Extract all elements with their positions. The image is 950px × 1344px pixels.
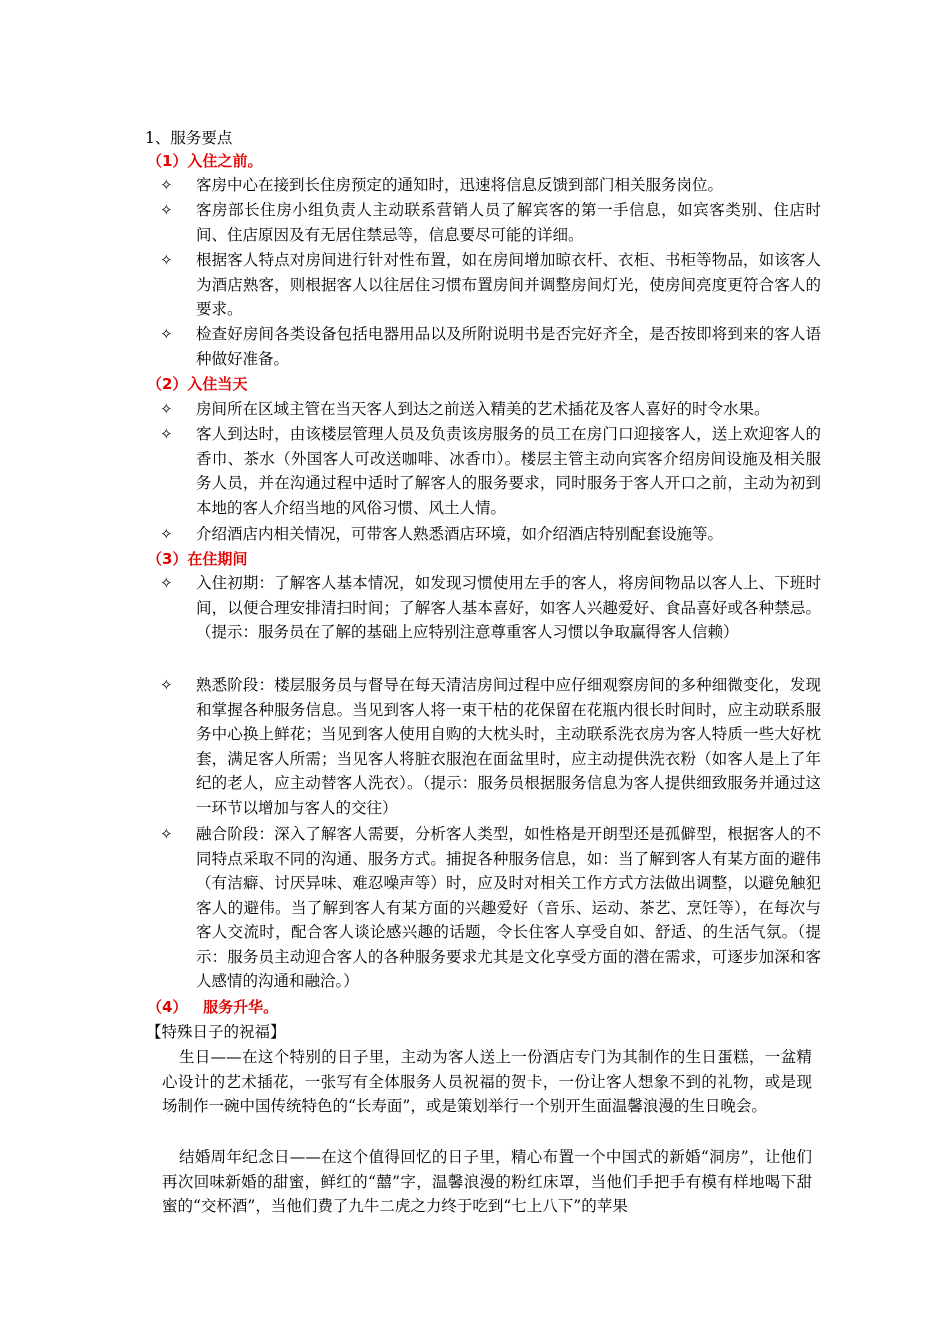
diamond-bullet-icon: ✧: [160, 201, 173, 219]
birthday-paragraph: 生日——在这个特别的日子里，主动为客人送上一份酒店专门为其制作的生日蛋糕，一盆精心设计的艺术插花，一张写有全体服务人员祝福的贺卡，一份让客人想象不到的礼物，或是现场制作一碗中国传统特色的“长寿面”，或是策划举行一个别开生面温馨浪漫的生日晚会。: [162, 1048, 812, 1115]
diamond-bullet-icon: ✧: [160, 176, 173, 194]
diamond-bullet-icon: ✧: [160, 425, 173, 443]
anniversary-paragraph: 结婚周年纪念日——在这个值得回忆的日子里，精心布置一个中国式的新婚“洞房”，让他们再次回味新婚的甜蜜，鲜红的“囍”字，温馨浪漫的粉红床罩，当他们手把手有模有样地喝下甜蜜的“交杯酒”，当他们费了九牛二虎之力终于吃到“七上八下”的苹果: [162, 1148, 812, 1215]
heading-before-checkin: （1）入住之前。: [147, 152, 263, 170]
list-item-text: 根据客人特点对房间进行针对性布置，如在房间增加晾衣杆、衣柜、书柜等物品，如该客人为酒店熟客，则根据客人以往居住习惯布置房间并调整房间灯光，使房间亮度更符合客人的要求。: [196, 251, 821, 318]
list-item-text: 客房部长住房小组负责人主动联系营销人员了解宾客的第一手信息，如宾客类别、住店时间、住店原因及有无居住禁忌等，信息要尽可能的详细。: [196, 201, 821, 244]
list-item-text: 介绍酒店内相关情况，可带客人熟悉酒店环境，如介绍酒店特别配套设施等。: [196, 525, 724, 543]
diamond-bullet-icon: ✧: [160, 251, 173, 269]
diamond-bullet-icon: ✧: [160, 525, 173, 543]
list-item-text: 房间所在区域主管在当天客人到达之前送入精美的艺术插花及客人喜好的时令水果。: [196, 400, 770, 418]
section-title: 1、服务要点: [145, 129, 233, 147]
diamond-bullet-icon: ✧: [160, 825, 173, 843]
diamond-bullet-icon: ✧: [160, 574, 173, 592]
diamond-bullet-icon: ✧: [160, 400, 173, 418]
heading-service-upgrade: （4） 服务升华。: [147, 998, 279, 1016]
list-item-text: 入住初期：了解客人基本情况，如发现习惯使用左手的客人，将房间物品以客人上、下班时间，以便合理安排清扫时间；了解客人基本喜好，如客人兴趣爱好、食品喜好或各种禁忌。（提示：服务员在了解的基础上应特别注意尊重客人习惯以争取赢得客人信赖）: [196, 574, 821, 641]
list-item-text: 客房中心在接到长住房预定的通知时，迅速将信息反馈到部门相关服务岗位。: [196, 176, 724, 194]
list-item-text: 客人到达时，由该楼层管理人员及负责该房服务的员工在房门口迎接客人，送上欢迎客人的香巾、茶水（外国客人可改送咖啡、冰香巾）。楼层主管主动向宾客介绍房间设施及相关服务人员，并在沟通过程中适时了解客人的服务要求，同时服务于客人开口之前，主动为初到本地的客人介绍当地的风俗习惯、风土人情。: [196, 425, 821, 517]
heading-during-stay: （3）在住期间: [147, 550, 248, 568]
list-item-text: 检查好房间各类设备包括电器用品以及所附说明书是否完好齐全，是否按即将到来的客人语种做好准备。: [196, 325, 821, 368]
heading-checkin-day: （2）入住当天: [147, 375, 248, 393]
diamond-bullet-icon: ✧: [160, 325, 173, 343]
diamond-bullet-icon: ✧: [160, 676, 173, 694]
special-days-heading: 【特殊日子的祝福】: [146, 1023, 286, 1041]
list-item-text: 融合阶段：深入了解客人需要，分析客人类型，如性格是开朗型还是孤僻型，根据客人的不同特点采取不同的沟通、服务方式。捕捉各种服务信息，如：当了解到客人有某方面的避伟（有洁癖、讨厌异味、难忍噪声等）时，应及时对相关工作方式方法做出调整，以避免触犯客人的避伟。当了解到客人有某方面的兴趣爱好（音乐、运动、茶艺、烹饪等），在每次与客人交流时，配合客人谈论感兴趣的话题，令长住客人享受自如、舒适、的生活气氛。（提示：服务员主动迎合客人的各种服务要求尤其是文化享受方面的潜在需求，可逐步加深和客人感情的沟通和融洽。）: [196, 825, 821, 990]
list-item-text: 熟悉阶段：楼层服务员与督导在每天清洁房间过程中应仔细观察房间的多种细微变化，发现和掌握各种服务信息。当见到客人将一束干枯的花保留在花瓶内很长时间时，应主动联系服务中心换上鲜花；当见到客人使用自购的大枕头时，主动联系洗衣房为客人特质一些大好枕套，满足客人所需；当见客人将脏衣服泡在面盆里时，应主动提供洗衣粉（如客人是上了年纪的老人，应主动替客人洗衣）。（提示：服务员根据服务信息为客人提供细致服务并通过这一环节以增加与客人的交往）: [196, 676, 821, 817]
